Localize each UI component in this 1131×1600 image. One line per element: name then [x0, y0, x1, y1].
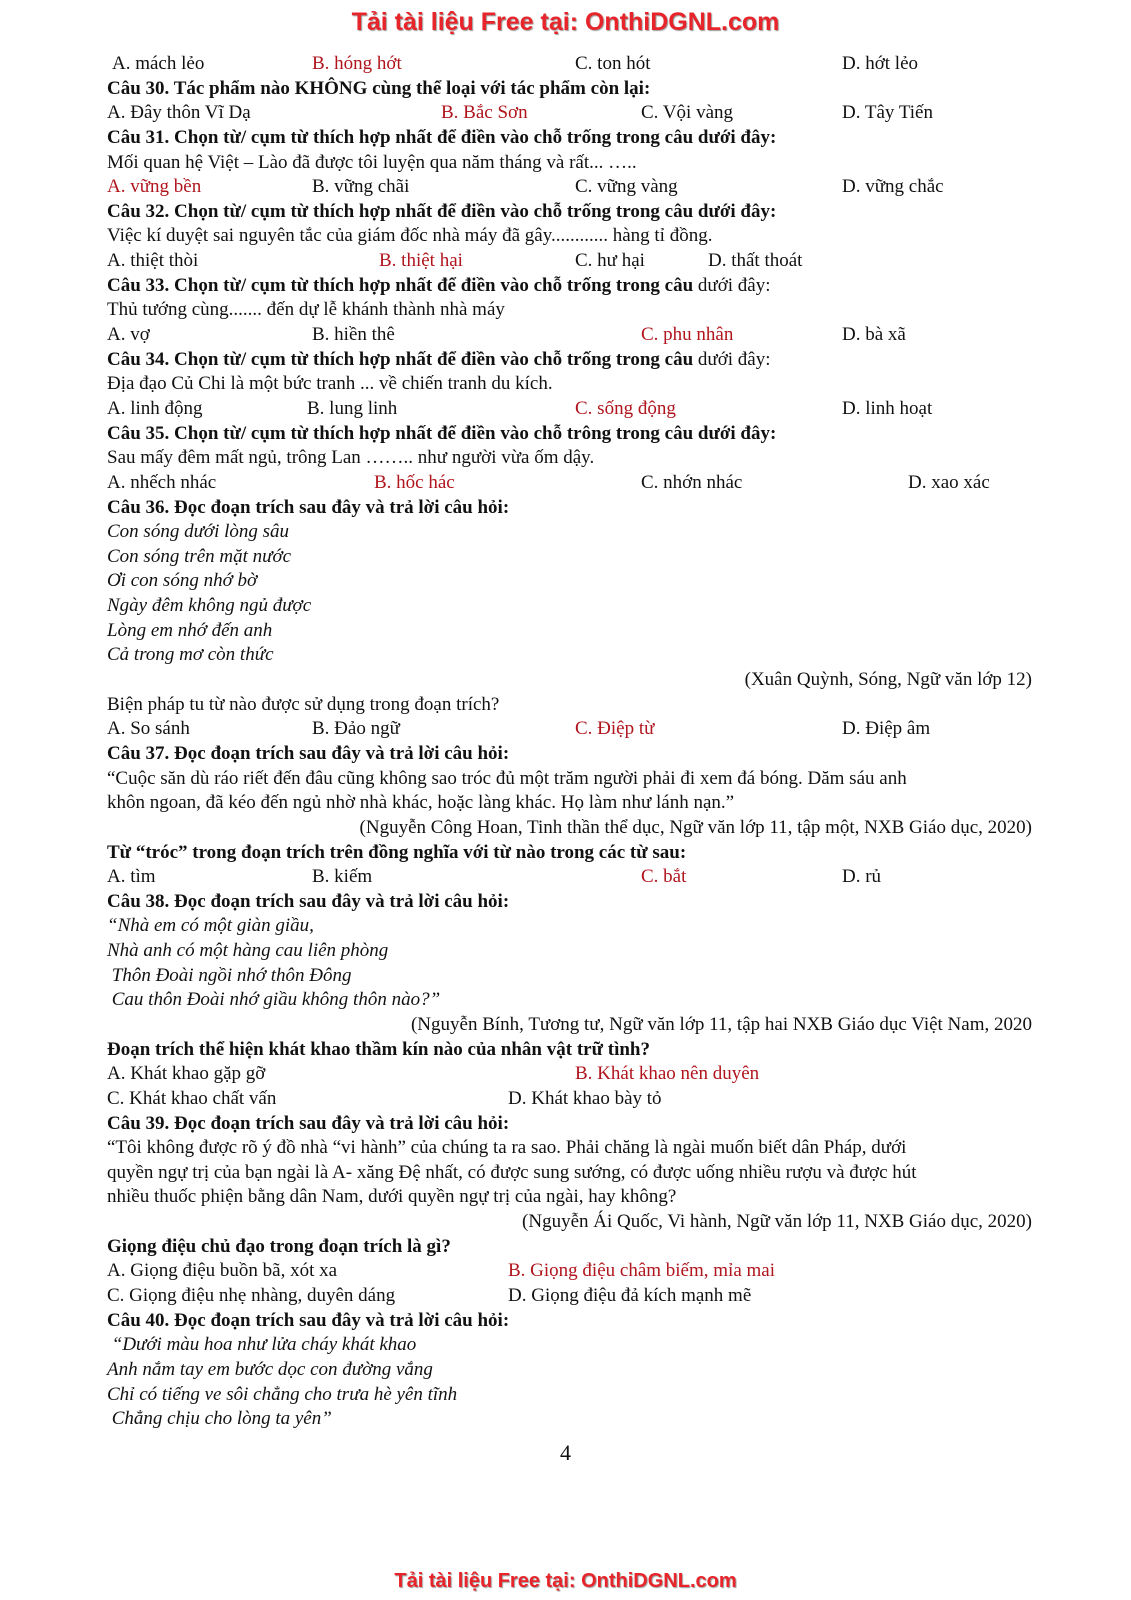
q39-options-row1	[107, 1259, 1032, 1284]
option-a: A. nhếch nhác	[107, 471, 217, 493]
option-a: A. Đây thôn Vĩ Dạ	[107, 102, 251, 124]
header-watermark-banner: Tải tài liệu Free tại: OnthiDGNL.com	[351, 8, 780, 36]
option-c: C. Vội vàng	[641, 102, 734, 124]
option-d: D. Tây Tiến	[842, 102, 933, 124]
poem-line: Thôn Đoài ngồi nhớ thôn Đông	[107, 964, 352, 986]
option-d: D. rủ	[842, 866, 882, 888]
poem-line: “Dưới màu hoa như lửa cháy khát khao	[107, 1334, 417, 1356]
q34-title-normal: dưới đây:	[693, 348, 771, 370]
option-a: A. vợ	[107, 324, 150, 346]
q37-title: Câu 37. Đọc đoạn trích sau đây và trả lời câu hỏi:	[107, 742, 510, 764]
q32-text: Việc kí duyệt sai nguyên tắc của giám đốc nhà máy đã gây............ hàng tỉ đồng.	[107, 225, 713, 247]
option-c-correct: C. phu nhân	[641, 324, 734, 346]
q34-title-bold: Câu 34. Chọn từ/ cụm từ thích hợp nhất để điền vào chỗ trống trong câu	[107, 348, 694, 370]
q38-options-row2	[107, 1087, 1032, 1112]
option-a: A. Khát khao gặp gỡ	[107, 1063, 266, 1085]
passage-line: “Cuộc săn dù ráo riết đến đâu cũng không sao tróc đủ một trăm người phải đi xem đá bóng. Dăm sáu anh	[107, 767, 907, 789]
poem-line: Cau thôn Đoài nhớ giầu không thôn nào?”	[107, 989, 441, 1011]
q36-title: Câu 36. Đọc đoạn trích sau đây và trả lời câu hỏi:	[107, 496, 510, 518]
q31-text: Mối quan hệ Việt – Lào đã được tôi luyện qua năm tháng và rất... …..	[107, 151, 637, 173]
q35-title: Câu 35. Chọn từ/ cụm từ thích hợp nhất để điền vào chỗ trông trong câu dưới đây:	[107, 422, 777, 444]
option-d: D. vững chắc	[842, 176, 944, 198]
poem-line: Chỉ có tiếng ve sôi chẳng cho trưa hè yên tĩnh	[107, 1383, 458, 1405]
option-a: A. linh động	[107, 397, 203, 419]
option-b: B. kiếm	[312, 866, 373, 888]
option-b-correct: B. hóng hớt	[312, 53, 402, 74]
q39-options-row2	[107, 1284, 1032, 1309]
q30-title: Câu 30. Tác phẩm nào KHÔNG cùng thể loại với tác phẩm còn lại:	[107, 77, 651, 99]
passage-line: nhiều thuốc phiện bằng dân Nam, dưới quyền ngự trị của ngài, hay không?	[107, 1186, 677, 1208]
option-a: A. thiệt thòi	[107, 250, 199, 272]
option-d: D. Điệp âm	[842, 718, 931, 740]
option-c-correct: C. sống động	[575, 397, 676, 419]
exam-page	[107, 52, 1032, 1432]
q38-title: Câu 38. Đọc đoạn trích sau đây và trả lời câu hỏi:	[107, 890, 510, 912]
option-c-correct: C. Điệp từ	[575, 718, 655, 740]
option-a: A. Giọng điệu buồn bã, xót xa	[107, 1260, 338, 1282]
q33-title	[107, 274, 1032, 299]
option-d: D. hớt lẻo	[842, 53, 919, 74]
q29-options	[107, 52, 1032, 77]
q34-text: Địa đạo Củ Chi là một bức tranh ... về chiến tranh du kích.	[107, 373, 553, 395]
q32-options	[107, 249, 1032, 274]
option-b: B. lung linh	[307, 397, 398, 419]
option-d: D. xao xác	[908, 471, 990, 493]
option-c: C. nhớn nhác	[641, 471, 743, 493]
q34-options	[107, 397, 1032, 422]
passage-line: “Tôi không được rõ ý đồ nhà “vi hành” của chúng ta ra sao. Phải chăng là ngài muốn biết dân Pháp, dưới	[107, 1137, 907, 1159]
page-number: 4	[560, 1440, 571, 1465]
q38-options-row1	[107, 1062, 1032, 1087]
option-c: C. ton hót	[575, 53, 651, 74]
passage-line: quyền ngự trị của bạn ngài là A- xăng Đệ nhất, có được sung sướng, có được uống nhiều rượu và được hút	[107, 1161, 917, 1183]
poem-line: Lòng em nhớ đến anh	[107, 619, 273, 641]
option-c: C. hư hại	[575, 250, 645, 272]
option-a: A. mách lẻo	[112, 53, 205, 74]
q35-options	[107, 471, 1032, 496]
option-d: D. linh hoạt	[842, 397, 933, 419]
q33-title-normal: dưới đây:	[693, 274, 771, 296]
footer-watermark-banner: Tải tài liệu Free tại: OnthiDGNL.com	[394, 1570, 737, 1592]
q32-title: Câu 32. Chọn từ/ cụm từ thích hợp nhất để điền vào chỗ trống trong câu dưới đây:	[107, 200, 777, 222]
poem-line: Anh nắm tay em bước dọc con đường vắng	[107, 1358, 433, 1380]
option-b-correct: B. Giọng điệu châm biếm, mỉa mai	[508, 1260, 776, 1282]
poem-line: Ngày đêm không ngủ được	[107, 595, 312, 617]
option-c: C. Khát khao chất vấn	[107, 1087, 277, 1109]
q39-title: Câu 39. Đọc đoạn trích sau đây và trả lời câu hỏi:	[107, 1112, 510, 1134]
q34-title	[107, 348, 1032, 373]
option-d: D. Khát khao bày tỏ	[508, 1087, 662, 1109]
q36-question: Biện pháp tu từ nào được sử dụng trong đoạn trích?	[107, 693, 500, 715]
option-d: D. thất thoát	[708, 250, 803, 272]
option-b: B. hiền thê	[312, 324, 395, 346]
option-d: D. bà xã	[842, 324, 906, 346]
q39-question: Giọng điệu chủ đạo trong đoạn trích là gì?	[107, 1235, 451, 1257]
q35-text: Sau mấy đêm mất ngủ, trông Lan …….. như người vừa ốm dậy.	[107, 447, 595, 469]
option-d: D. Giọng điệu đả kích mạnh mẽ	[508, 1285, 752, 1307]
option-c: C. vững vàng	[575, 176, 678, 198]
option-a-correct: A. vững bền	[107, 176, 202, 198]
q37-options	[107, 865, 1032, 890]
q33-title-bold: Câu 33. Chọn từ/ cụm từ thích hợp nhất để điền vào chỗ trống trong câu	[107, 274, 694, 296]
q31-title: Câu 31. Chọn từ/ cụm từ thích hợp nhất để điền vào chỗ trống trong câu dưới đây:	[107, 126, 777, 148]
poem-line: Ơi con sóng nhớ bờ	[107, 570, 258, 592]
q36-source: (Xuân Quỳnh, Sóng, Ngữ văn lớp 12)	[744, 669, 1032, 691]
option-b: B. Đảo ngữ	[312, 718, 400, 740]
q37-source: (Nguyễn Công Hoan, Tinh thần thể dục, Ngữ văn lớp 11, tập một, NXB Giáo dục, 2020)	[359, 816, 1032, 838]
option-b: B. vững chãi	[312, 176, 410, 198]
option-b-correct: B. Bắc Sơn	[441, 102, 528, 124]
option-a: A. So sánh	[107, 718, 190, 740]
option-c-correct: C. bắt	[641, 866, 687, 888]
q30-options	[107, 101, 1032, 126]
option-b-correct: B. hốc hác	[374, 471, 455, 493]
q33-text: Thủ tướng cùng....... đến dự lễ khánh thành nhà máy	[107, 299, 505, 321]
q39-source: (Nguyễn Ái Quốc, Vi hành, Ngữ văn lớp 11, NXB Giáo dục, 2020)	[522, 1211, 1032, 1233]
poem-line: “Nhà em có một giàn giầu,	[107, 915, 314, 937]
q38-question: Đoạn trích thể hiện khát khao thầm kín nào của nhân vật trữ tình?	[107, 1038, 650, 1060]
option-c: C. Giọng điệu nhẹ nhàng, duyên dáng	[107, 1285, 396, 1307]
passage-line: khôn ngoan, đã kéo đến ngủ nhờ nhà khác, hoặc làng khác. Họ làm như lánh nạn.”	[107, 792, 735, 814]
q33-options	[107, 323, 1032, 348]
poem-line: Con sóng dưới lòng sâu	[107, 521, 290, 543]
option-b-correct: B. thiệt hại	[379, 250, 463, 272]
q38-source: (Nguyễn Bính, Tương tư, Ngữ văn lớp 11, tập hai NXB Giáo dục Việt Nam, 2020	[410, 1013, 1032, 1035]
q40-title: Câu 40. Đọc đoạn trích sau đây và trả lời câu hỏi:	[107, 1309, 510, 1331]
poem-line: Con sóng trên mặt nước	[107, 545, 292, 567]
option-b-correct: B. Khát khao nên duyên	[575, 1063, 760, 1085]
q37-question: Từ “tróc” trong đoạn trích trên đồng nghĩa với từ nào trong các từ sau:	[107, 841, 687, 863]
poem-line: Cả trong mơ còn thức	[107, 644, 274, 666]
poem-line: Chẳng chịu cho lòng ta yên”	[107, 1408, 332, 1430]
option-a: A. tìm	[107, 866, 156, 888]
q36-options	[107, 717, 1032, 742]
poem-line: Nhà anh có một hàng cau liên phòng	[107, 940, 389, 962]
q31-options	[107, 175, 1032, 200]
